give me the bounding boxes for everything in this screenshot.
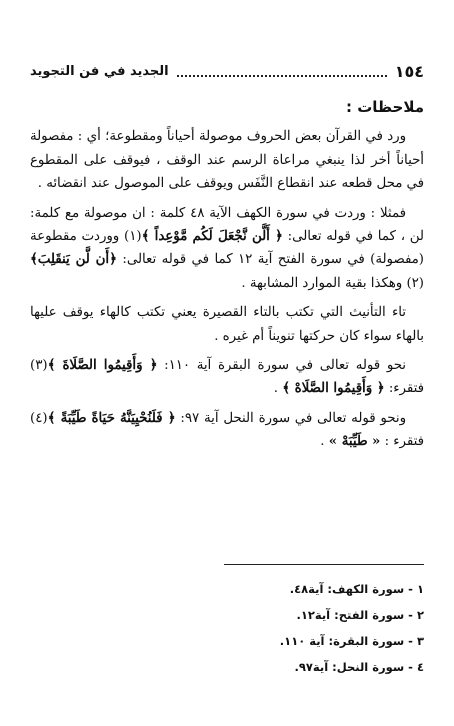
running-title: الجديد في فن التجويد <box>30 63 169 79</box>
text-run: . <box>273 381 283 397</box>
text-run: نحو قوله تعالى في سورة البقرة آية ١١٠: <box>157 358 406 374</box>
paragraph <box>30 202 424 296</box>
text-run: (٢) وهكذا بقية الموارد المشابهة . <box>241 275 424 291</box>
quran-quote: ﴿أَن لَّن يَنقَلِبَ﴾ <box>30 252 117 268</box>
paragraph <box>30 301 424 348</box>
quran-quote: « طَيِّبَهْ » <box>328 434 381 450</box>
footnote: ٤ - سورة النحل: آية٩٧. <box>294 660 424 674</box>
footnote: ٣ - سورة البقرة: آية ١١٠. <box>279 634 424 648</box>
footnotes <box>120 580 424 684</box>
footnote: ١ - سورة الكهف: آية٤٨. <box>289 582 424 596</box>
text-run: ورد في القرآن بعض الحروف موصولة أحياناً ومقطوعة؛ أي : مفصولة أحياناً أخر لذا ينبغي مراعاة الرسم عند الوقف ، فيوقف على المقطوع في محل قطعه عند انقطاع النَّفَس ويوقف على الموصول عند انقضائه . <box>30 129 424 192</box>
quran-quote: ﴿ فَلَنُحْيِيَنَّهُ حَيَاةً طَيِّبَةً ﴾ <box>47 410 176 426</box>
page-number: ١٥٤ <box>394 61 424 81</box>
paragraphs <box>30 125 424 453</box>
section-title: ملاحظات : <box>345 98 424 116</box>
text-run: (١) ووردت مقطوعة (مفصولة) في سورة الفتح آية ١٢ كما في قوله تعالى: <box>30 229 424 268</box>
quran-quote: ﴿ أَلَّن نَّجْعَلَ لَكُم مَّوْعِداً ﴾ <box>141 229 283 245</box>
page-header <box>30 60 424 82</box>
text-run: . <box>320 434 329 450</box>
paragraph <box>30 354 424 401</box>
dotted-leader <box>177 65 387 77</box>
quran-quote: ﴿ وَأَقِيمُوا الصَّلَاةَ ﴾ <box>47 358 158 374</box>
text-run: (٣) فتقرء: <box>30 358 424 397</box>
text-run: فمثلا : وردت في سورة الكهف الآية ٤٨ كلمة : ان موصولة مع كلمة: لن ، كما في قوله تعالى: <box>30 205 424 245</box>
quran-quote: ﴿ وَأَقِيمُوا الصَّلَاهْ ﴾ <box>282 381 385 397</box>
footnote-separator <box>224 564 424 565</box>
paragraph <box>30 407 424 454</box>
text-run: تاء التأنيث التي تكتب بالتاء القصيرة يعني تكتب كالهاء يوقف عليها بالهاء سواء كان حركتها تنويناً أم غيره . <box>30 305 424 344</box>
text-run: (٤) فتقرء : <box>30 410 424 450</box>
paragraph <box>30 125 424 195</box>
footnote: ٢ - سورة الفتح: آية١٢. <box>296 608 424 622</box>
body-text <box>30 96 424 460</box>
text-run: ونحو قوله تعالى في سورة النحل آية ٩٧: <box>175 410 406 426</box>
